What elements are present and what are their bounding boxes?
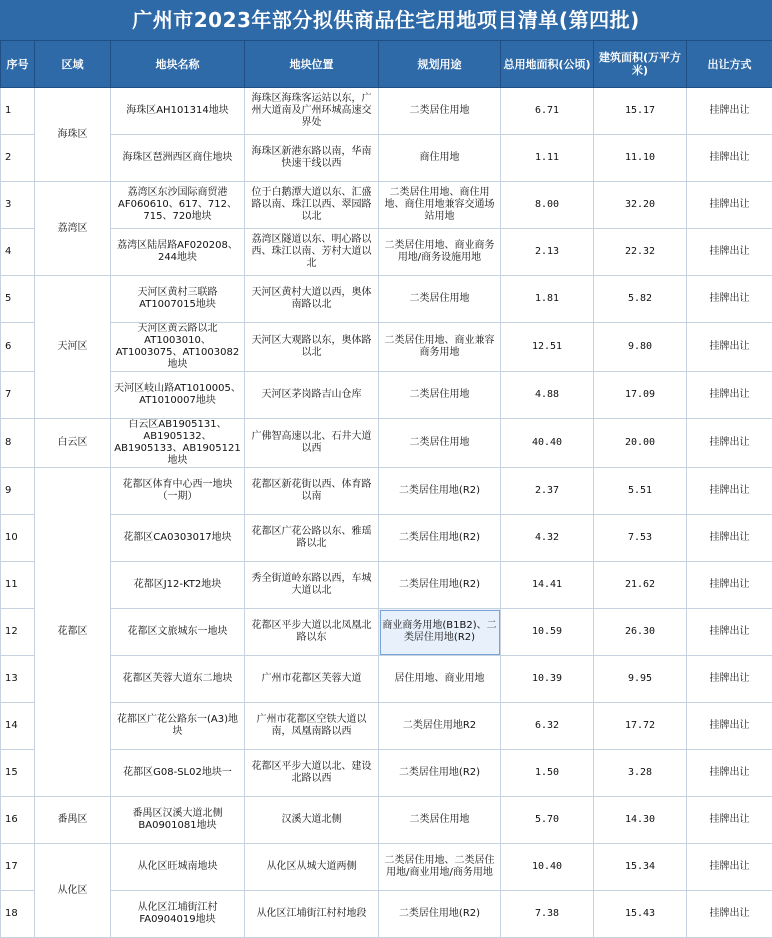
table-row	[1, 323, 772, 372]
table-row	[1, 844, 772, 891]
cell-use: 二类居住用地、二类居住用地/商业用地/商务用地	[379, 844, 501, 891]
cell-gfa: 15.17	[594, 88, 687, 135]
cell-name: 天河区黄云路以北AT1003010、AT1003075、AT1003082地块	[111, 323, 245, 372]
cell-area: 1.50	[501, 750, 594, 797]
cell-use: 二类居住用地	[379, 276, 501, 323]
cell-method: 挂牌出让	[687, 562, 772, 609]
header-gfa: 建筑面积(万平方米)	[594, 41, 687, 88]
cell-method: 挂牌出让	[687, 891, 772, 938]
table-row	[1, 515, 772, 562]
table-row	[1, 276, 772, 323]
cell-no: 14	[1, 703, 35, 750]
cell-no: 18	[1, 891, 35, 938]
cell-method: 挂牌出让	[687, 323, 772, 372]
cell-method: 挂牌出让	[687, 419, 772, 468]
cell-area: 10.40	[501, 844, 594, 891]
page-title: 广州市2023年部分拟供商品住宅用地项目清单(第四批)	[0, 0, 772, 40]
cell-location: 荔湾区隧道以东、明心路以西、珠江以南、芳村大道以北	[245, 229, 379, 276]
cell-location: 天河区黄村大道以西，奥体南路以北	[245, 276, 379, 323]
cell-no: 13	[1, 656, 35, 703]
cell-use: 二类居住用地、商业兼容商务用地	[379, 323, 501, 372]
cell-gfa: 15.34	[594, 844, 687, 891]
cell-area: 5.70	[501, 797, 594, 844]
cell-no: 8	[1, 419, 35, 468]
table-row	[1, 562, 772, 609]
header-use: 规划用途	[379, 41, 501, 88]
cell-gfa: 17.72	[594, 703, 687, 750]
cell-location: 广州市花都区芙蓉大道	[245, 656, 379, 703]
cell-location: 天河区茅岗路吉山仓库	[245, 372, 379, 419]
cell-area: 12.51	[501, 323, 594, 372]
cell-gfa: 9.80	[594, 323, 687, 372]
cell-area: 14.41	[501, 562, 594, 609]
cell-district: 天河区	[35, 276, 111, 419]
cell-use: 二类居住用地R2	[379, 703, 501, 750]
cell-no: 15	[1, 750, 35, 797]
cell-gfa: 5.51	[594, 468, 687, 515]
cell-gfa: 11.10	[594, 135, 687, 182]
cell-name: 花都区体育中心西一地块（一期）	[111, 468, 245, 515]
cell-method: 挂牌出让	[687, 88, 772, 135]
cell-gfa: 32.20	[594, 182, 687, 229]
land-list-table	[0, 40, 772, 938]
table-row	[1, 891, 772, 938]
cell-name: 白云区AB1905131、AB1905132、AB1905133、AB1905121地块	[111, 419, 245, 468]
cell-gfa: 22.32	[594, 229, 687, 276]
cell-area: 2.37	[501, 468, 594, 515]
cell-name: 从化区江埔街江村FA0904019地块	[111, 891, 245, 938]
cell-no: 5	[1, 276, 35, 323]
cell-location: 广州市花都区空铁大道以南，凤凰南路以西	[245, 703, 379, 750]
cell-method: 挂牌出让	[687, 656, 772, 703]
cell-use: 居住用地、商业用地	[379, 656, 501, 703]
cell-area: 6.32	[501, 703, 594, 750]
cell-location: 海珠区海珠客运站以东，广州大道南及广州环城高速交界处	[245, 88, 379, 135]
cell-area: 1.81	[501, 276, 594, 323]
cell-use: 二类居住用地	[379, 372, 501, 419]
cell-area: 10.59	[501, 609, 594, 656]
cell-use: 二类居住用地(R2)	[379, 891, 501, 938]
cell-area: 6.71	[501, 88, 594, 135]
cell-name: 花都区广花公路东一(A3)地块	[111, 703, 245, 750]
table-row	[1, 419, 772, 468]
header-location: 地块位置	[245, 41, 379, 88]
table-row	[1, 703, 772, 750]
cell-no: 10	[1, 515, 35, 562]
cell-area: 1.11	[501, 135, 594, 182]
cell-use: 二类居住用地、商住用地、商住用地兼容交通场站用地	[379, 182, 501, 229]
cell-location: 花都区平步大道以北、建设北路以西	[245, 750, 379, 797]
table-row	[1, 229, 772, 276]
cell-gfa: 5.82	[594, 276, 687, 323]
cell-district: 花都区	[35, 468, 111, 797]
cell-area: 4.32	[501, 515, 594, 562]
table-row	[1, 372, 772, 419]
cell-name: 花都区芙蓉大道东二地块	[111, 656, 245, 703]
cell-name: 花都区文旅城东一地块	[111, 609, 245, 656]
cell-location: 位于白鹅潭大道以东、汇盛路以南、珠江以西、翠园路以北	[245, 182, 379, 229]
cell-method: 挂牌出让	[687, 135, 772, 182]
cell-gfa: 26.30	[594, 609, 687, 656]
cell-method: 挂牌出让	[687, 515, 772, 562]
cell-location: 从化区江埔街江村村地段	[245, 891, 379, 938]
cell-area: 8.00	[501, 182, 594, 229]
cell-name: 天河区黄村三联路AT1007015地块	[111, 276, 245, 323]
cell-no: 7	[1, 372, 35, 419]
header-area: 总用地面积(公顷)	[501, 41, 594, 88]
cell-location: 天河区大观路以东，奥体路以北	[245, 323, 379, 372]
cell-no: 9	[1, 468, 35, 515]
cell-use: 二类居住用地(R2)	[379, 750, 501, 797]
cell-no: 11	[1, 562, 35, 609]
cell-gfa: 20.00	[594, 419, 687, 468]
cell-name: 海珠区AH101314地块	[111, 88, 245, 135]
table-row	[1, 88, 772, 135]
cell-use: 二类居住用地(R2)	[379, 515, 501, 562]
cell-district: 荔湾区	[35, 182, 111, 276]
cell-name: 番禺区汉溪大道北侧BA0901081地块	[111, 797, 245, 844]
header-method: 出让方式	[687, 41, 772, 88]
cell-name: 天河区岐山路AT1010005、AT1010007地块	[111, 372, 245, 419]
cell-use: 二类居住用地、商业商务用地/商务设施用地	[379, 229, 501, 276]
table-row	[1, 468, 772, 515]
cell-gfa: 3.28	[594, 750, 687, 797]
cell-name: 荔湾区陆居路AF020208、244地块	[111, 229, 245, 276]
cell-use: 二类居住用地(R2)	[379, 562, 501, 609]
cell-method: 挂牌出让	[687, 750, 772, 797]
cell-location: 汉溪大道北侧	[245, 797, 379, 844]
cell-no: 2	[1, 135, 35, 182]
cell-district: 从化区	[35, 844, 111, 938]
cell-method: 挂牌出让	[687, 468, 772, 515]
cell-area: 10.39	[501, 656, 594, 703]
cell-method: 挂牌出让	[687, 182, 772, 229]
table-row	[1, 609, 772, 656]
cell-location: 秀全街道岭东路以西，车城大道以北	[245, 562, 379, 609]
cell-no: 12	[1, 609, 35, 656]
cell-method: 挂牌出让	[687, 703, 772, 750]
cell-location: 广佛智高速以北、石井大道以西	[245, 419, 379, 468]
cell-gfa: 14.30	[594, 797, 687, 844]
cell-name: 海珠区琶洲西区商住地块	[111, 135, 245, 182]
cell-method: 挂牌出让	[687, 609, 772, 656]
cell-area: 40.40	[501, 419, 594, 468]
table-row	[1, 182, 772, 229]
header-district: 区域	[35, 41, 111, 88]
table-row	[1, 750, 772, 797]
cell-no: 4	[1, 229, 35, 276]
cell-method: 挂牌出让	[687, 797, 772, 844]
cell-use: 商住用地	[379, 135, 501, 182]
cell-location: 花都区平步大道以北凤凰北路以东	[245, 609, 379, 656]
header-name: 地块名称	[111, 41, 245, 88]
cell-use: 二类居住用地(R2)	[379, 468, 501, 515]
cell-gfa: 7.53	[594, 515, 687, 562]
cell-no: 6	[1, 323, 35, 372]
cell-method: 挂牌出让	[687, 372, 772, 419]
header-no: 序号	[1, 41, 35, 88]
cell-gfa: 21.62	[594, 562, 687, 609]
cell-method: 挂牌出让	[687, 276, 772, 323]
cell-gfa: 9.95	[594, 656, 687, 703]
cell-use: 二类居住用地	[379, 419, 501, 468]
table-row	[1, 797, 772, 844]
cell-gfa: 15.43	[594, 891, 687, 938]
cell-location: 从化区从城大道两侧	[245, 844, 379, 891]
cell-district: 番禺区	[35, 797, 111, 844]
header-row	[1, 41, 772, 88]
cell-area: 2.13	[501, 229, 594, 276]
cell-use: 二类居住用地	[379, 88, 501, 135]
cell-no: 3	[1, 182, 35, 229]
cell-no: 1	[1, 88, 35, 135]
cell-no: 17	[1, 844, 35, 891]
cell-name: 荔湾区东沙国际商贸港AF060610、617、712、715、720地块	[111, 182, 245, 229]
cell-use-selected[interactable]: 商业商务用地(B1B2)、二类居住用地(R2)	[379, 609, 501, 656]
cell-gfa: 17.09	[594, 372, 687, 419]
table-row	[1, 656, 772, 703]
cell-district: 白云区	[35, 419, 111, 468]
cell-location: 海珠区新港东路以南，华南快速干线以西	[245, 135, 379, 182]
cell-no: 16	[1, 797, 35, 844]
cell-name: 花都区J12-KT2地块	[111, 562, 245, 609]
cell-name: 花都区CA0303017地块	[111, 515, 245, 562]
cell-name: 花都区G08-SL02地块一	[111, 750, 245, 797]
cell-name: 从化区旺城南地块	[111, 844, 245, 891]
table-row	[1, 135, 772, 182]
cell-method: 挂牌出让	[687, 229, 772, 276]
cell-location: 花都区新花街以西、体育路以南	[245, 468, 379, 515]
cell-district: 海珠区	[35, 88, 111, 182]
cell-use: 二类居住用地	[379, 797, 501, 844]
cell-location: 花都区广花公路以东、雅瑶路以北	[245, 515, 379, 562]
cell-area: 4.88	[501, 372, 594, 419]
cell-area: 7.38	[501, 891, 594, 938]
cell-method: 挂牌出让	[687, 844, 772, 891]
